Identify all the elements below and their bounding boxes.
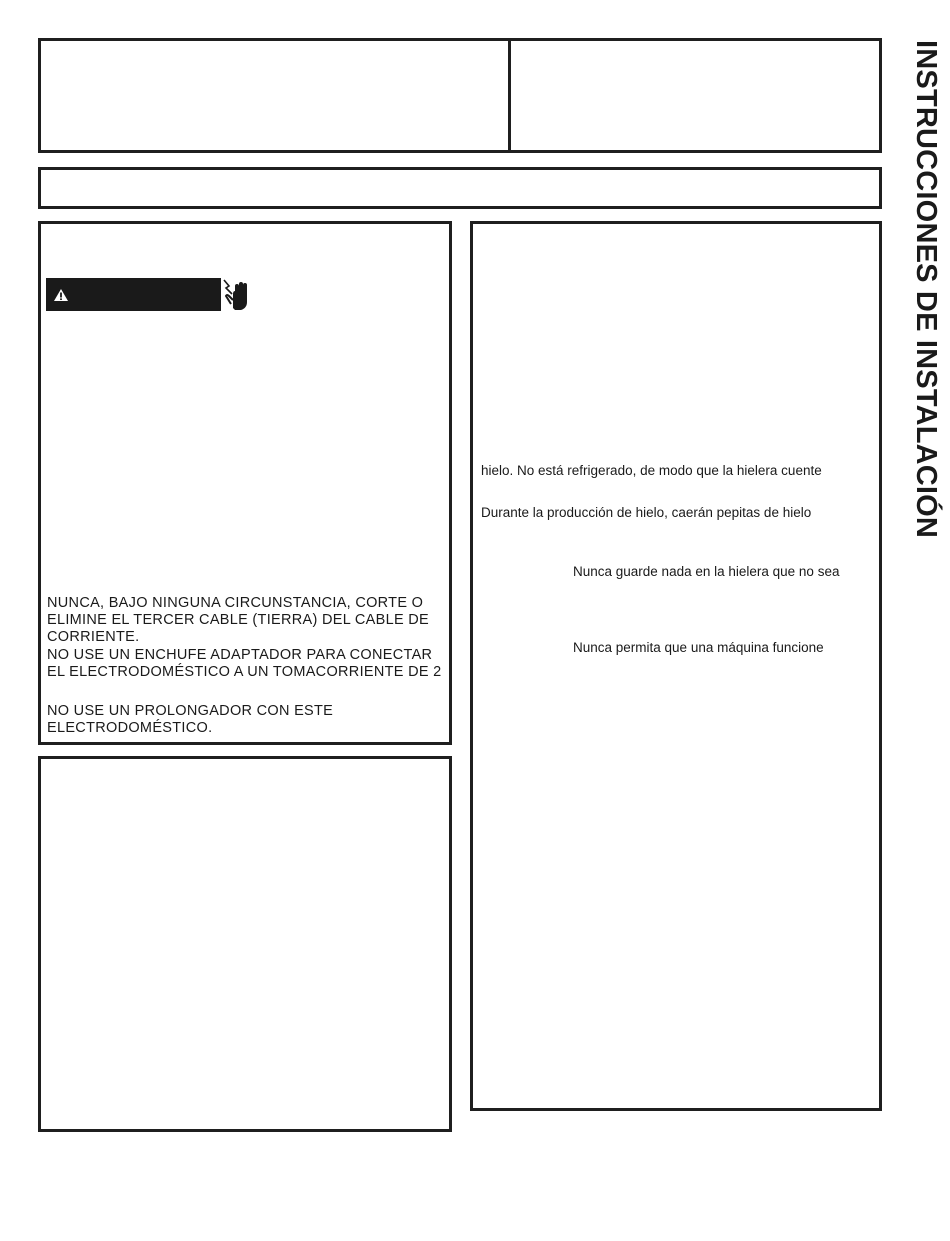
warning-line: CORRIENTE. [47,629,140,645]
ice-production-text: Durante la producción de hielo, caerán pepitas de hielo [481,505,812,520]
warning-line: ELIMINE EL TERCER CABLE (TIERRA) DEL CABLE DE [47,612,430,628]
warning-line: EL ELECTRODOMÉSTICO A UN TOMACORRIENTE DE 2 [47,664,442,680]
warning-label-bar [46,278,222,311]
subheader-box [38,167,882,209]
storage-caution-text: Nunca guarde nada en la hielera que no sea [573,564,840,579]
extension-cord-warning: ELECTRODOMÉSTICO. [47,720,213,736]
warning-line: NUNCA, BAJO NINGUNA CIRCUNSTANCIA, CORTE O [47,595,424,611]
header-divider [508,38,511,153]
ice-maker-info-panel [470,221,882,1111]
header-box [38,38,882,153]
lower-left-panel [38,756,452,1132]
extension-cord-warning: NO USE UN PROLONGADOR CON ESTE [47,703,334,719]
operation-caution-text: Nunca permita que una máquina funcione [573,640,824,655]
page-title: INSTRUCCIONES DE INSTALACIÓN [910,40,942,539]
warning-triangle-icon [53,288,69,302]
warning-line: NO USE UN ENCHUFE ADAPTADOR PARA CONECTAR [47,647,433,663]
ice-bin-text: hielo. No está refrigerado, de modo que la hielera cuente [481,463,822,478]
electric-shock-hand-icon [221,278,251,312]
